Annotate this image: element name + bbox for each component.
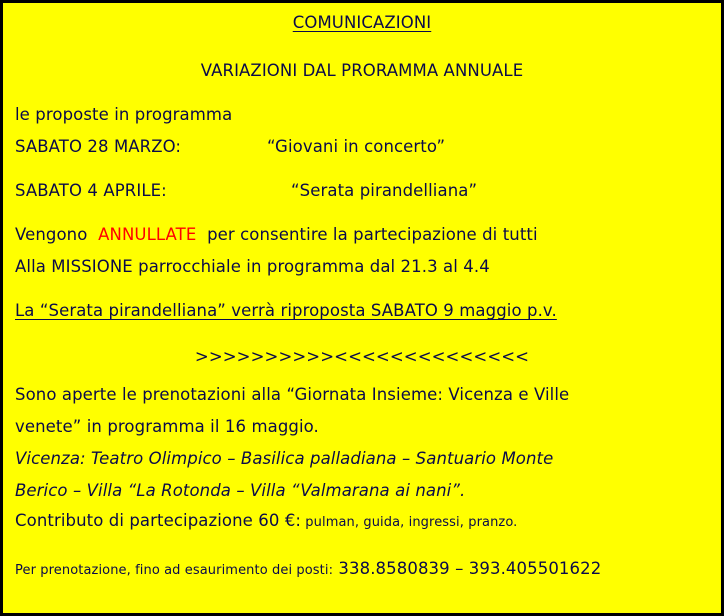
cancel-line-1 — [15, 225, 538, 244]
itinerary-line-1: Vicenza: Teatro Olimpico – Basilica palladiana – Santuario Monte — [15, 449, 554, 468]
event-1 — [15, 137, 445, 156]
notice-title: COMUNICAZIONI — [292, 13, 432, 32]
event-2-date: SABATO 4 APRILE: — [15, 181, 167, 200]
event-2-name: “Serata pirandelliana” — [291, 181, 478, 200]
cost-line — [15, 511, 517, 530]
cancel-tail: per consentire la partecipazione di tutti — [201, 225, 538, 244]
cost-label: Contributo di partecipazione 60 €: — [15, 511, 302, 530]
itinerary-line-2: Berico – Villa “La Rotonda – Villa “Valmarana ai nani”. — [15, 481, 466, 500]
notice-subtitle: VARIAZIONI DAL PRORAMMA ANNUALE — [200, 61, 524, 80]
booking-label: Per prenotazione, fino ad esaurimento dei posti: — [15, 563, 334, 578]
booking-phones: 338.8580839 – 393.405501622 — [338, 559, 602, 578]
event-1-name: “Giovani in concerto” — [267, 137, 446, 156]
event-2 — [15, 181, 477, 200]
divider: >>>>>>>>>><<<<<<<<<<<<<< — [194, 347, 530, 366]
intro-text: le proposte in programma — [15, 105, 233, 124]
booking-line — [15, 559, 601, 578]
cancel-lead: Vengono — [15, 225, 93, 244]
event-1-date: SABATO 28 MARZO: — [15, 137, 182, 156]
trip-line-2: venete” in programma il 16 maggio. — [15, 417, 319, 436]
cost-detail: pulman, guida, ingressi, pranzo. — [301, 515, 518, 530]
cancel-line-2: Alla MISSIONE parrocchiale in programma dal 21.3 al 4.4 — [15, 257, 490, 276]
trip-line-1: Sono aperte le prenotazioni alla “Giornata Insieme: Vicenza e Ville — [15, 385, 570, 404]
reschedule-notice: La “Serata pirandelliana” verrà riproposta SABATO 9 maggio p.v. — [15, 301, 557, 320]
cancel-word: ANNULLATE — [98, 225, 197, 244]
